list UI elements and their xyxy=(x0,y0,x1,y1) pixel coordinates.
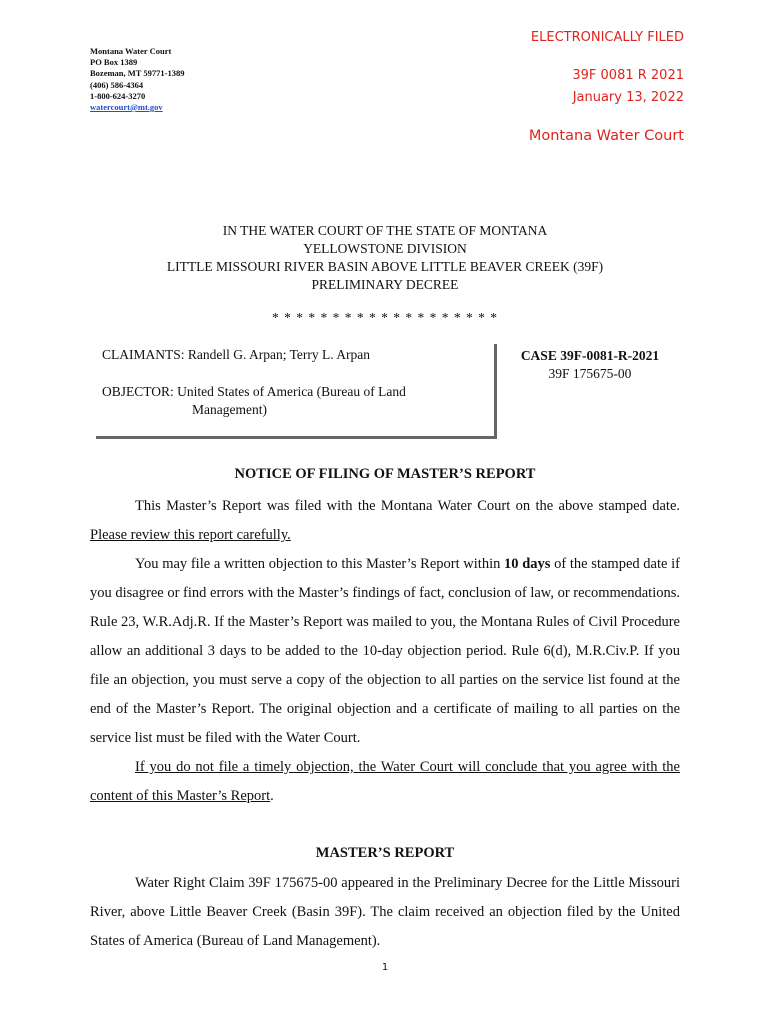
case-identifier xyxy=(505,347,675,383)
stamp-court-name: Montana Water Court xyxy=(528,128,684,144)
court-header-line: LITTLE MISSOURI RIVER BASIN ABOVE LITTLE BEAVER CREEK (39F) xyxy=(166,259,604,274)
court-address-block xyxy=(90,46,185,113)
court-header-line: IN THE WATER COURT OF THE STATE OF MONTANA xyxy=(222,223,548,238)
report-paragraph: Water Right Claim 39F 175675-00 appeared in the Preliminary Decree for the Little Missouri River, above Little Beaver Creek (Basin 39F). The claim received an objection filed by the United States of America (Bureau of Land Management). xyxy=(90,875,680,949)
review-instruction: Please review this report carefully. xyxy=(90,527,291,543)
notice-text: . xyxy=(270,788,274,804)
claim-number: 39F 175675-00 xyxy=(548,366,632,381)
star-separator: * * * * * * * * * * * * * * * * * * * xyxy=(272,310,498,325)
court-email-link[interactable]: watercourt@mt.gov xyxy=(90,102,163,113)
notice-text: This Master’s Report was filed with the Montana Water Court on the above stamped date. xyxy=(135,498,680,514)
court-header-line: PRELIMINARY DECREE xyxy=(311,277,459,292)
filing-stamp xyxy=(529,30,684,144)
court-header xyxy=(0,222,770,294)
case-number: CASE 39F-0081-R-2021 xyxy=(520,348,660,363)
notice-title: NOTICE OF FILING OF MASTER’S REPORT xyxy=(234,466,536,482)
stamp-date: January 13, 2022 xyxy=(572,90,684,105)
deadline-days: 10 days xyxy=(504,556,551,572)
stamp-filed-label: ELECTRONICALLY FILED xyxy=(530,30,684,45)
claimants-line: CLAIMANTS: Randell G. Arpan; Terry L. Arpan xyxy=(102,347,371,362)
court-header-line: YELLOWSTONE DIVISION xyxy=(303,241,467,256)
report-body xyxy=(90,869,680,956)
notice-paragraph xyxy=(90,492,680,550)
address-line: (406) 586-4364 xyxy=(90,79,144,90)
notice-paragraph xyxy=(90,550,680,753)
notice-paragraph xyxy=(90,753,680,811)
report-title: MASTER’S REPORT xyxy=(315,845,455,861)
notice-text: You may file a written objection to this Master’s Report within xyxy=(135,556,505,572)
case-caption-box xyxy=(96,344,497,439)
address-line: Montana Water Court xyxy=(90,46,172,56)
notice-text: of the stamped date if you disagree or find errors with the Master’s findings of fact, conclusion of law, or recommendations. Rule 23, W.R.Adj.R. If the Master’s Report was mailed to you, the Montana Rules of Civil Procedure allow an additional 3 days to be added to the 10-day objection period. Rule 6(d), M.R.Civ.P. If you file an objection, you must serve a copy of the objection to all parties on the service list found at the end of the Master’s Report. The original objection and a certificate of mailing to all parties on the service list must be filed with the Water Court. xyxy=(90,556,681,746)
address-line: Bozeman, MT 59771-1389 xyxy=(90,68,185,79)
address-line: 1-800-624-3270 xyxy=(90,90,146,101)
objection-warning: If you do not file a timely objection, the Water Court will conclude that you agree with the content of this Master’s Report xyxy=(90,759,680,804)
stamp-case-number: 39F 0081 R 2021 xyxy=(572,68,684,83)
objector-line: Management) xyxy=(192,402,267,417)
notice-body xyxy=(90,492,680,811)
objector-block xyxy=(102,383,406,419)
page-number: 1 xyxy=(381,962,389,973)
objector-line: OBJECTOR: United States of America (Bureau of Land xyxy=(102,384,406,399)
address-line: PO Box 1389 xyxy=(90,57,138,68)
